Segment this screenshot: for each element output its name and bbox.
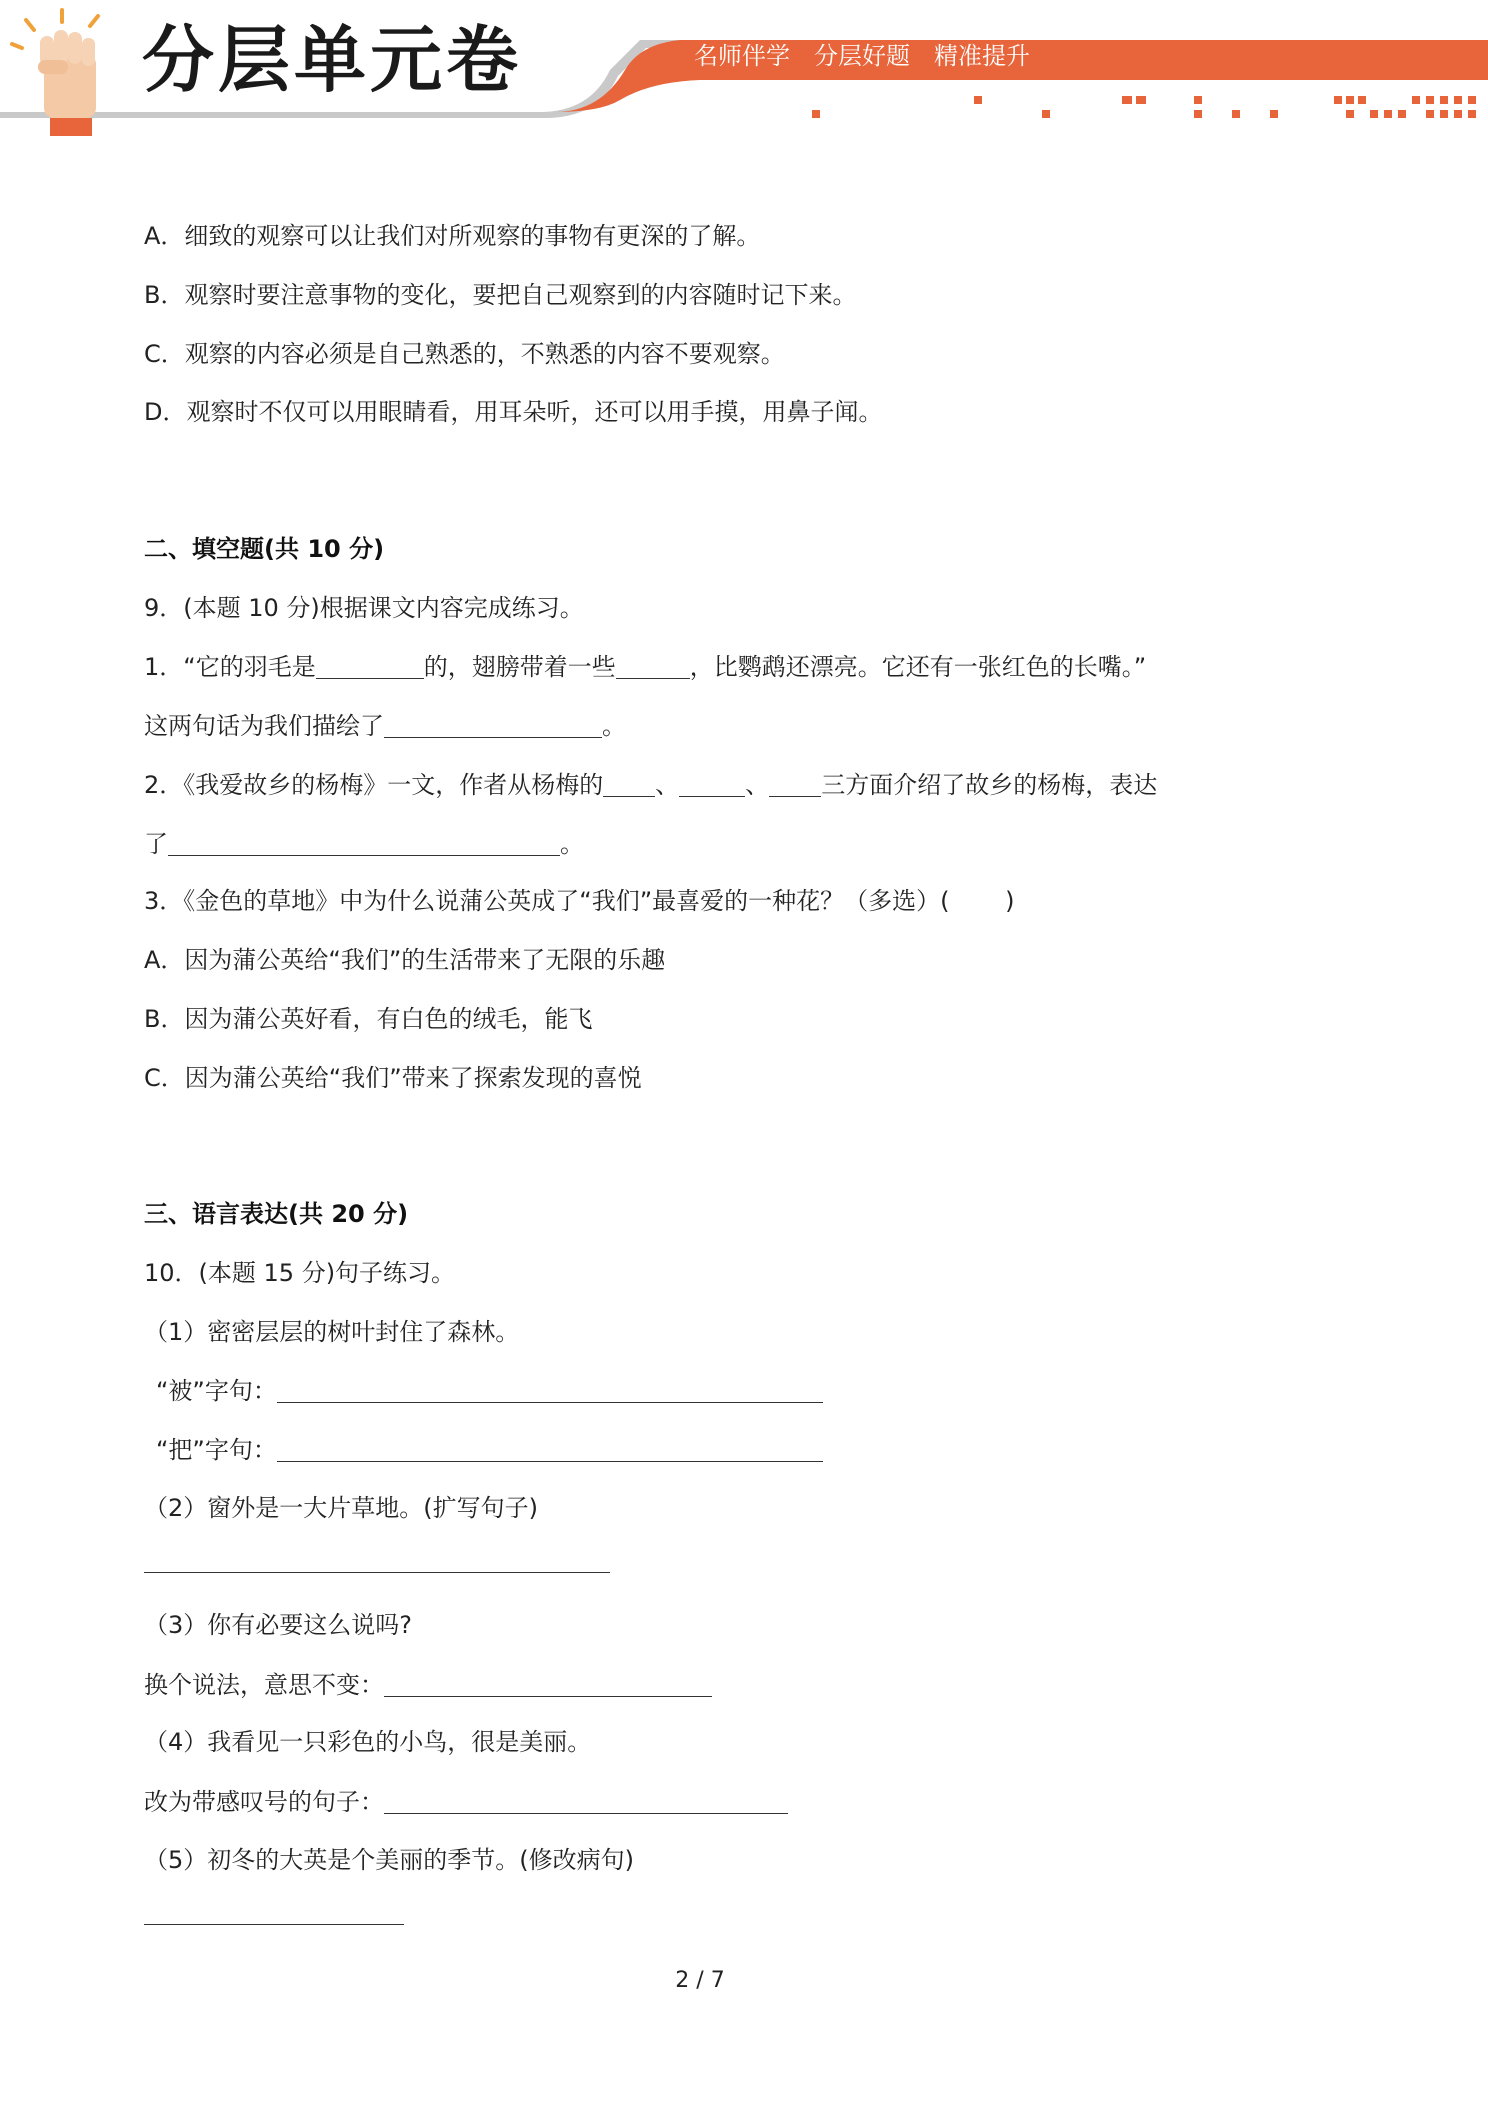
- q10-s3: （3）你有必要这么说吗?: [144, 1611, 413, 1639]
- answer-line[interactable]: [144, 1924, 404, 1925]
- answer-blank[interactable]: [384, 713, 602, 738]
- q9-1-text-e: 。: [602, 712, 626, 740]
- page-header: [0, 0, 1488, 140]
- q10-s3-line: [144, 1672, 712, 1697]
- q9-2-line: [144, 772, 1157, 797]
- q9-2-text-b: 三方面介绍了故乡的杨梅，表达: [821, 771, 1158, 799]
- q10-s4: （4）我看见一只彩色的小鸟，很是美丽。: [144, 1728, 592, 1756]
- q8-option-a: A．细致的观察可以让我们对所观察的事物有更深的了解。: [144, 222, 761, 250]
- section-3-title: 三、语言表达(共 20 分): [144, 1200, 409, 1228]
- answer-blank[interactable]: [384, 1789, 788, 1814]
- answer-blank[interactable]: [616, 654, 690, 679]
- q10-s5: （5）初冬的大英是个美丽的季节。(修改病句): [144, 1846, 634, 1874]
- slogan-item: 分层好题: [814, 42, 910, 70]
- q9-1-line: [144, 654, 1146, 679]
- answer-blank[interactable]: [316, 654, 424, 679]
- section-2-title: 二、填空题(共 10 分): [144, 535, 385, 563]
- q8-option-b: B．观察时要注意事物的变化，要把自己观察到的内容随时记下来。: [144, 281, 857, 309]
- slogan-item: 名师伴学: [694, 42, 790, 70]
- q9-1-line-2: [144, 713, 626, 738]
- q10-s4-line: [144, 1789, 788, 1814]
- q10-stem: 10．(本题 15 分)句子练习。: [144, 1259, 456, 1287]
- q9-3-option-c: C．因为蒲公英给“我们”带来了探索发现的喜悦: [144, 1064, 642, 1092]
- answer-blank[interactable]: [679, 772, 745, 797]
- q8-option-d: D．观察时不仅可以用眼睛看，用耳朵听，还可以用手摸，用鼻子闻。: [144, 398, 883, 426]
- q9-3-stem: 3．《金色的草地》中为什么说蒲公英成了“我们”最喜爱的一种花？（多选）( ): [144, 887, 1015, 915]
- q8-option-c: C．观察的内容必须是自己熟悉的，不熟悉的内容不要观察。: [144, 340, 785, 368]
- bei-prompt: “被”字句：: [156, 1377, 277, 1405]
- answer-blank[interactable]: [168, 831, 560, 856]
- q9-1-text-a: 1．“它的羽毛是: [144, 653, 316, 681]
- q9-1-text-b: 的，翅膀带着一些: [423, 653, 616, 681]
- answer-blank[interactable]: [603, 772, 655, 797]
- answer-blank[interactable]: [277, 1437, 823, 1462]
- answer-blank[interactable]: [277, 1378, 823, 1403]
- s3-prompt: 换个说法，意思不变：: [144, 1671, 384, 1699]
- q9-2-text-c: 了: [144, 830, 168, 858]
- q9-3-option-a: A．因为蒲公英给“我们”的生活带来了无限的乐趣: [144, 946, 666, 974]
- s4-prompt: 改为带感叹号的句子：: [144, 1788, 384, 1816]
- answer-blank[interactable]: [384, 1672, 712, 1697]
- q9-2-line-2: [144, 831, 584, 856]
- answer-blank[interactable]: [769, 772, 821, 797]
- q10-s2: （2）窗外是一大片草地。(扩写句子): [144, 1494, 538, 1522]
- brand-title: 分层单元卷: [142, 18, 523, 102]
- header-slogan: [694, 44, 1054, 68]
- ba-prompt: “把”字句：: [156, 1436, 277, 1464]
- page-number: 2 / 7: [675, 1968, 725, 1993]
- q9-stem: 9．(本题 10 分)根据课文内容完成练习。: [144, 594, 584, 622]
- slogan-item: 精准提升: [934, 42, 1030, 70]
- q10-s1-bei-line: [156, 1378, 823, 1403]
- q9-1-text-d: 这两句话为我们描绘了: [144, 712, 384, 740]
- q9-2-text-a: 2．《我爱故乡的杨梅》一文，作者从杨梅的: [144, 771, 604, 799]
- answer-line[interactable]: [144, 1572, 610, 1573]
- q9-3-option-b: B．因为蒲公英好看，有白色的绒毛，能飞: [144, 1005, 593, 1033]
- q9-2-sep: 、: [655, 771, 680, 799]
- q9-2-text-d: 。: [560, 830, 584, 858]
- q9-1-text-c: ，比鹦鹉还漂亮。它还有一张红色的长嘴。”: [689, 653, 1147, 681]
- q10-s1: （1）密密层层的树叶封住了森林。: [144, 1318, 520, 1346]
- header-pixel-decoration: [812, 96, 1476, 118]
- q10-s1-ba-line: [156, 1437, 823, 1462]
- q9-2-sep: 、: [745, 771, 770, 799]
